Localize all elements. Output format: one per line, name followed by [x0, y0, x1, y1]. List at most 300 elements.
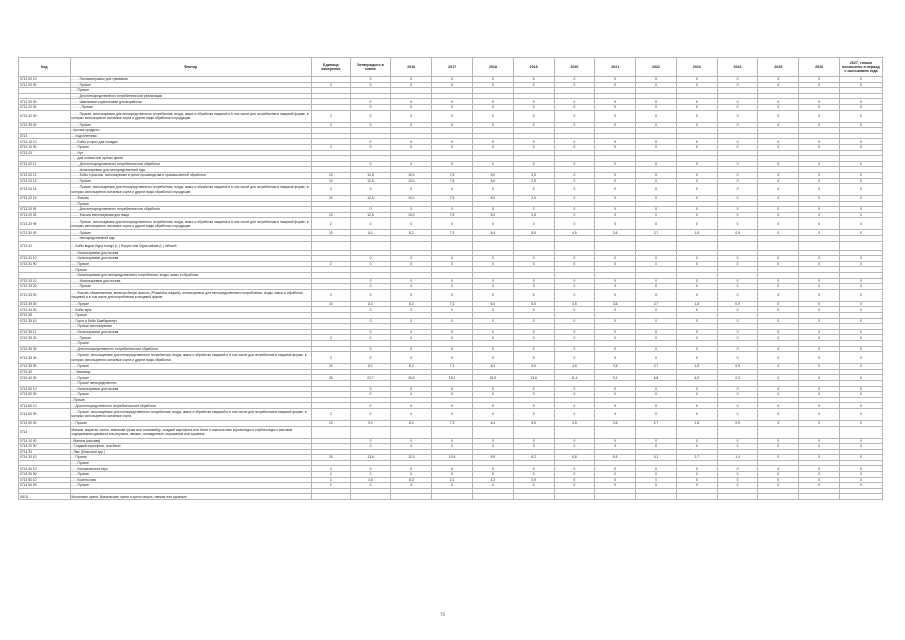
rate-cell: 5,5	[513, 420, 554, 426]
tariff-code-cell: 0713 33 20	[19, 284, 71, 290]
rate-cell: 0	[472, 352, 513, 364]
rate-cell: 0	[840, 99, 883, 105]
tariff-code-cell: 0714 10 00	[19, 438, 71, 444]
rate-cell	[676, 494, 717, 500]
rate-cell: 0	[799, 284, 840, 290]
rate-cell: 0	[432, 256, 473, 262]
rate-cell: 0	[717, 161, 758, 167]
rate-cell: 8,1	[350, 230, 391, 236]
table-row	[19, 408, 883, 420]
rate-cell: 0	[595, 352, 636, 364]
rate-cell: 0	[676, 483, 717, 489]
rate-cell: 0	[595, 472, 636, 478]
rate-cell: 0	[554, 289, 595, 301]
rate-cell: 0	[636, 346, 677, 352]
description-cell: - - - - Используемые для посева	[70, 278, 311, 284]
rate-cell	[799, 494, 840, 500]
rate-cell: 2	[312, 218, 351, 230]
rate-cell	[513, 426, 554, 438]
rate-cell: 0	[391, 392, 432, 398]
rate-cell: 0	[472, 318, 513, 324]
rate-cell: 0	[840, 438, 883, 444]
rate-cell: 0	[350, 139, 391, 145]
rate-cell: 0	[472, 122, 513, 128]
rate-cell: 0	[636, 472, 677, 478]
rate-cell: 0	[636, 483, 677, 489]
rate-cell: 0	[799, 375, 840, 381]
tariff-code-cell: 0714 50 10	[19, 477, 71, 483]
rate-cell: 0	[676, 172, 717, 178]
rate-cell: 0	[840, 483, 883, 489]
rate-cell: 0	[799, 307, 840, 313]
description-cell: - - - Ксантосома	[70, 477, 311, 483]
rate-cell: 0	[391, 207, 432, 213]
description-cell: - - - Прочие	[70, 88, 311, 94]
rate-cell: 0	[758, 318, 799, 324]
rate-cell	[391, 426, 432, 438]
rate-cell: 0	[554, 172, 595, 178]
rate-cell: 0	[595, 99, 636, 105]
description-cell: - - Прочие	[70, 267, 311, 273]
rate-cell: 0	[676, 261, 717, 267]
rate-cell: 0	[758, 230, 799, 236]
rate-cell: 0	[554, 256, 595, 262]
rate-cell: 0	[595, 438, 636, 444]
tariff-code-cell: 0713 39 00	[19, 301, 71, 307]
rate-cell: 0	[554, 403, 595, 409]
rate-cell: 20,5	[391, 375, 432, 381]
rate-cell: 0	[432, 122, 473, 128]
rate-cell: 0	[432, 161, 473, 167]
rate-cell: 0	[717, 122, 758, 128]
description-cell: - Прочие	[70, 397, 311, 403]
column-header: Фактор	[70, 58, 311, 77]
rate-cell	[717, 241, 758, 250]
rate-cell: 0	[350, 346, 391, 352]
description-cell: - - - - Фасоль используемая для пищи	[70, 212, 311, 218]
rate-cell: 0	[676, 196, 717, 202]
rate-cell: 0	[758, 289, 799, 301]
rate-cell: 0	[636, 184, 677, 196]
rate-cell: 0	[472, 77, 513, 83]
rate-cell: 6,8	[636, 375, 677, 381]
rate-cell: 0	[840, 144, 883, 150]
rate-cell: 0	[636, 207, 677, 213]
rate-cell: 0	[554, 386, 595, 392]
column-header: Единица измерения	[312, 58, 351, 77]
rate-cell: 6,8	[554, 455, 595, 461]
rate-cell: 2	[312, 477, 351, 483]
rate-cell: 0	[799, 392, 840, 398]
table-header	[19, 58, 883, 77]
rate-cell: 0	[472, 438, 513, 444]
rate-cell: 0	[636, 352, 677, 364]
rate-cell	[432, 241, 473, 250]
description-cell: - - - - Прочие	[70, 178, 311, 184]
rate-cell: 0	[676, 307, 717, 313]
rate-cell: 0	[472, 218, 513, 230]
rate-cell: 0	[840, 472, 883, 478]
rate-cell: 10	[312, 196, 351, 202]
rate-cell	[676, 426, 717, 438]
description-cell: - - - - Прочие, используемые для непосредственного потребления, ягоды, жмых и обработки пищевой и в том числе для потребления в пищевой форме, в которых используются основные сорта и другие виды обработки и продукции	[70, 110, 311, 122]
rate-cell: 0	[799, 212, 840, 218]
table-body	[19, 77, 883, 500]
rate-cell: 0	[676, 466, 717, 472]
rate-cell: 0	[432, 284, 473, 290]
rate-cell: 0	[391, 144, 432, 150]
rate-cell: 0	[636, 284, 677, 290]
rate-cell: 0	[350, 392, 391, 398]
description-cell: - - - - - Прочие	[70, 104, 311, 110]
rate-cell	[472, 426, 513, 438]
rate-cell: 0	[758, 392, 799, 398]
rate-cell: 0	[554, 196, 595, 202]
rate-cell: 6,4	[472, 230, 513, 236]
rate-cell: 10	[312, 230, 351, 236]
rate-cell: 0	[636, 318, 677, 324]
description-cell: - - - - Прочие	[70, 122, 311, 128]
tariff-code-cell: 0713 35 20	[19, 335, 71, 341]
tariff-code-cell: 0713 30 00	[19, 230, 71, 236]
rate-cell: 8,2	[391, 364, 432, 370]
rate-cell: 0	[595, 110, 636, 122]
column-header: 2016	[391, 58, 432, 77]
rate-cell: 0	[840, 392, 883, 398]
tariff-code-cell: 0713 35 10	[19, 318, 71, 324]
rate-cell: 5,5	[513, 364, 554, 370]
tariff-code-cell: 0714 20 00	[19, 444, 71, 450]
rate-cell: 0	[595, 278, 636, 284]
rate-cell: 0	[391, 218, 432, 230]
rate-cell: 0	[799, 420, 840, 426]
rate-cell: 0	[554, 77, 595, 83]
table-row	[19, 352, 883, 364]
rate-cell: 0	[595, 386, 636, 392]
rate-cell: 0	[636, 408, 677, 420]
rate-cell: 0	[717, 261, 758, 267]
rate-cell: 0	[595, 139, 636, 145]
rate-cell: 0	[350, 144, 391, 150]
description-cell: - - - - Прочие	[70, 284, 311, 290]
rate-cell: 0	[717, 307, 758, 313]
rate-cell: 0	[513, 483, 554, 489]
rate-cell: 0	[350, 466, 391, 472]
rate-cell: 0	[636, 196, 677, 202]
rate-cell: 2,7	[636, 420, 677, 426]
rate-cell: 5,5	[513, 301, 554, 307]
table-row	[19, 184, 883, 196]
description-cell: - - - Прочие	[70, 201, 311, 207]
rate-cell: 0	[840, 104, 883, 110]
description-cell: - - - Фасоль обыкновенная, включая белую фасоль (Phaseolus vulgaris), используемые для непосредственного потребления, ягоды, жмых и обработки пищевой и в том числе для потребления в пищевой форме	[70, 289, 311, 301]
rate-cell: 0	[758, 408, 799, 420]
rate-cell: 0	[799, 184, 840, 196]
rate-cell	[636, 241, 677, 250]
tariff-code-cell: 0713 20 19	[19, 196, 71, 202]
rate-cell: 0	[717, 110, 758, 122]
rate-cell: 8,1	[350, 364, 391, 370]
rate-cell: 0	[799, 230, 840, 236]
rate-cell: 0	[799, 139, 840, 145]
rate-cell: 10,0	[391, 212, 432, 218]
rate-cell: 0	[676, 144, 717, 150]
rate-cell: 0	[799, 196, 840, 202]
tariff-code-cell: 0714 40 10	[19, 466, 71, 472]
description-cell: - - - - Используемые для непосредственной еды	[70, 167, 311, 173]
rate-cell: 0	[840, 408, 883, 420]
rate-cell: 0	[432, 352, 473, 364]
rate-cell: 0	[595, 77, 636, 83]
rate-cell: 0	[554, 207, 595, 213]
rate-cell: 0	[717, 477, 758, 483]
rate-cell: 0	[432, 218, 473, 230]
rate-cell	[799, 426, 840, 438]
column-header: 2026	[799, 58, 840, 77]
rate-cell: 0	[676, 139, 717, 145]
rate-cell: 0	[595, 392, 636, 398]
rate-cell: 0	[636, 99, 677, 105]
rate-cell: 0	[432, 207, 473, 213]
rate-cell: 0	[554, 438, 595, 444]
rate-cell: 0	[799, 455, 840, 461]
rate-cell: 0	[391, 408, 432, 420]
rate-cell: 0	[554, 408, 595, 420]
rate-cell	[432, 426, 473, 438]
rate-cell: 10,0	[391, 178, 432, 184]
rate-cell: 0	[840, 122, 883, 128]
rate-cell: 0	[636, 392, 677, 398]
rate-cell: 0	[717, 144, 758, 150]
rate-cell: 12,3	[391, 455, 432, 461]
rate-cell: 0	[717, 212, 758, 218]
rate-cell: 0	[472, 278, 513, 284]
rate-cell: 0	[391, 139, 432, 145]
rate-cell	[472, 494, 513, 500]
rate-cell: 0	[840, 466, 883, 472]
rate-cell: 0	[717, 256, 758, 262]
rate-cell: 2	[312, 472, 351, 478]
rate-cell: 0	[472, 261, 513, 267]
tariff-code-cell: 0713 20 92	[19, 212, 71, 218]
rate-cell: 13,6	[513, 375, 554, 381]
rate-cell: 0	[513, 161, 554, 167]
rate-cell: 0	[350, 403, 391, 409]
rate-cell: 0	[472, 82, 513, 88]
rate-cell: 7,5	[432, 212, 473, 218]
rate-cell: 0	[513, 307, 554, 313]
rate-cell	[758, 241, 799, 250]
tariff-code-cell: 0713 20	[19, 150, 71, 156]
description-cell: - - Бобы видов Vigna mungo (L.) Hepper или Vigna radiata (L.) Wilczek	[70, 241, 311, 250]
tariff-code-cell: 0713 33 10	[19, 278, 71, 284]
rate-cell: 0	[717, 278, 758, 284]
rate-cell: 0	[595, 172, 636, 178]
rate-cell: 7,5	[432, 196, 473, 202]
rate-cell: 0	[758, 184, 799, 196]
rate-cell: 0	[799, 104, 840, 110]
rate-cell: 0	[595, 307, 636, 313]
rate-cell: 0	[799, 386, 840, 392]
rate-cell: 0	[554, 178, 595, 184]
rate-cell: 8,1	[350, 301, 391, 307]
rate-cell: 0	[676, 218, 717, 230]
rate-cell	[758, 494, 799, 500]
rate-cell: 0	[840, 207, 883, 213]
rate-cell: 0	[758, 307, 799, 313]
table-row	[19, 241, 883, 250]
rate-cell: 0	[676, 289, 717, 301]
table-row	[19, 494, 883, 500]
description-cell: - - - Для непосредственного потребления или обработки	[70, 346, 311, 352]
description-cell: - - - Используемые для посева	[70, 386, 311, 392]
rate-cell: 0	[472, 256, 513, 262]
table-row	[19, 110, 883, 122]
rate-cell	[595, 241, 636, 250]
rate-cell: 0	[717, 289, 758, 301]
rate-cell: 0	[799, 256, 840, 262]
description-cell: - - - для посева или прочих целей	[70, 156, 311, 162]
rate-cell: 0	[840, 172, 883, 178]
rate-cell: 0	[636, 144, 677, 150]
description-cell: - - - Используемые для посева	[70, 250, 311, 256]
rate-cell: 0	[391, 104, 432, 110]
tariff-code-cell: 0713 31	[19, 241, 71, 250]
rate-cell: 0	[799, 472, 840, 478]
rate-cell: 0	[840, 110, 883, 122]
rate-cell: 0	[513, 408, 554, 420]
rate-cell: 0	[513, 346, 554, 352]
rate-cell: 3,6	[595, 301, 636, 307]
rate-cell: 2	[312, 483, 351, 489]
rate-cell: 0	[676, 178, 717, 184]
tariff-code-cell: 0713	[19, 133, 71, 139]
rate-cell: 0	[676, 403, 717, 409]
column-header: 2018	[472, 58, 513, 77]
rate-cell: 0	[391, 110, 432, 122]
rate-cell: 0	[554, 139, 595, 145]
rate-cell: 0	[350, 184, 391, 196]
rate-cell: 0	[758, 99, 799, 105]
rate-cell: 0	[758, 207, 799, 213]
description-cell: - - - Прочие	[70, 340, 311, 346]
rate-cell: 0	[758, 466, 799, 472]
description-cell: - - - - Прочие, используемые для непосредственного потребления, ягоды, жмых и обработки пищевой и в том числе для потребления в пищевой форме, в которых используются основные сорта и другие виды обработки и продукции	[70, 218, 311, 230]
rate-cell: 7,3	[432, 230, 473, 236]
rate-cell: 0	[432, 329, 473, 335]
rate-cell	[717, 494, 758, 500]
rate-cell: 0	[840, 196, 883, 202]
rate-cell: 0	[799, 144, 840, 150]
rate-cell: 0	[758, 77, 799, 83]
rate-cell	[840, 494, 883, 500]
rate-cell: 0	[758, 329, 799, 335]
rate-cell: 0	[636, 178, 677, 184]
rate-cell: 0	[595, 403, 636, 409]
rate-cell: 0	[513, 256, 554, 262]
rate-cell: 0	[676, 256, 717, 262]
rate-cell: 0	[840, 352, 883, 364]
rate-cell: 2	[312, 335, 351, 341]
rate-cell: 0	[513, 392, 554, 398]
rate-cell: 0,9	[717, 301, 758, 307]
description-cell: - - - Используемые для непосредственного потребления, ягоды, жмых и обработки	[70, 273, 311, 279]
rate-cell: 0	[676, 386, 717, 392]
rate-cell: 0	[472, 466, 513, 472]
rate-cell	[513, 494, 554, 500]
rate-cell: 0	[554, 444, 595, 450]
rate-cell: 0	[676, 161, 717, 167]
rate-cell: 5,3	[391, 477, 432, 483]
rate-cell: 4,5	[676, 375, 717, 381]
rate-cell: 0	[554, 346, 595, 352]
rate-cell: 0	[554, 122, 595, 128]
description-cell: - - - - Пиломатериалы для тувивания	[70, 77, 311, 83]
rate-cell: 0	[513, 82, 554, 88]
rate-cell: 0	[636, 261, 677, 267]
rate-cell: 0	[432, 110, 473, 122]
rate-cell: 0	[595, 329, 636, 335]
rate-cell: 2,5	[513, 196, 554, 202]
rate-cell: 0	[595, 196, 636, 202]
rate-cell: 0	[595, 444, 636, 450]
rate-cell: 0	[799, 444, 840, 450]
description-cell: - - - - Прочие	[70, 335, 311, 341]
rate-cell: 0	[676, 104, 717, 110]
rate-cell: 0	[513, 278, 554, 284]
rate-cell: 0	[758, 172, 799, 178]
tariff-code-cell: 0713 35	[19, 313, 71, 319]
rate-cell: 0	[472, 408, 513, 420]
rate-cell: 0	[636, 289, 677, 301]
rate-cell: 0	[391, 466, 432, 472]
rate-cell: 0	[595, 256, 636, 262]
rate-cell: 0	[676, 438, 717, 444]
description-cell: - - - - Шиповники и цветоножки для выработки	[70, 99, 311, 105]
column-header: 2024	[717, 58, 758, 77]
rate-cell: 0	[513, 122, 554, 128]
rate-cell: 0	[636, 477, 677, 483]
rate-cell: 2,7	[636, 364, 677, 370]
rate-cell: 0	[840, 284, 883, 290]
rate-cell: 0	[758, 144, 799, 150]
rate-cell: 0	[350, 284, 391, 290]
page-number: 76	[440, 613, 445, 618]
tariff-table	[18, 57, 883, 500]
rate-cell: 0	[840, 256, 883, 262]
rate-cell: 8,2	[391, 301, 432, 307]
rate-cell: 0	[799, 318, 840, 324]
rate-cell: 0	[676, 472, 717, 478]
rate-cell: 0	[595, 289, 636, 301]
rate-cell: 0	[758, 346, 799, 352]
rate-cell: 0	[391, 329, 432, 335]
rate-cell: 4,5	[554, 364, 595, 370]
rate-cell: 0	[758, 261, 799, 267]
rate-cell: 25	[312, 375, 351, 381]
rate-cell	[636, 426, 677, 438]
rate-cell: 0	[513, 284, 554, 290]
rate-cell: 8,2	[391, 230, 432, 236]
description-cell: - Ямс (Dioscorea spp.)	[70, 449, 311, 455]
rate-cell: 2	[312, 110, 351, 122]
rate-cell: 2	[312, 466, 351, 472]
rate-cell	[312, 241, 351, 250]
rate-cell: 0	[717, 196, 758, 202]
rate-cell: 0	[432, 77, 473, 83]
rate-cell: 0	[513, 104, 554, 110]
rate-cell: 0	[554, 392, 595, 398]
